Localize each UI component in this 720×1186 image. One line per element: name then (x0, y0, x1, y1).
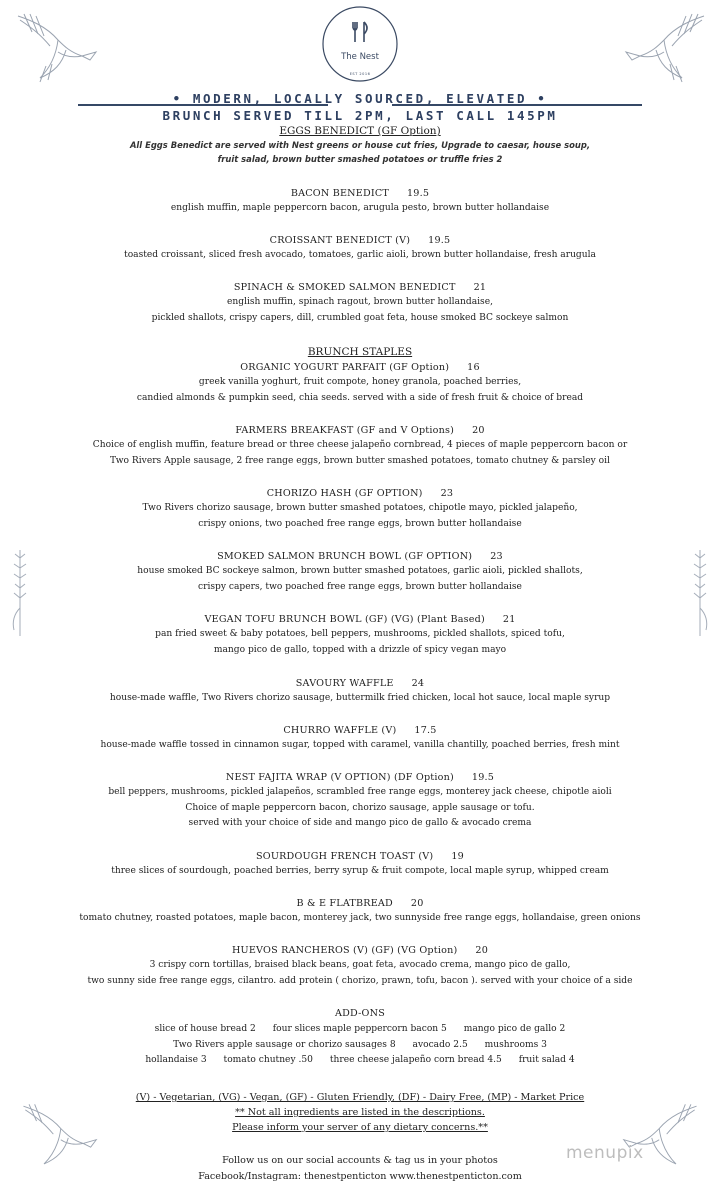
item-name: SOURDOUGH FRENCH TOAST (V) (256, 851, 434, 862)
item-price: 20 (475, 945, 488, 956)
logo-est: EST 2016 (349, 72, 371, 76)
item-desc: house-made waffle tossed in cinnamon sugar, topped with caramel, vanilla chantilly, poached berries, fresh mint (100, 740, 620, 750)
addons-line (0, 1038, 720, 1054)
item-price: 23 (490, 551, 503, 562)
addons-section (0, 1008, 720, 1069)
item-desc: bell peppers, mushrooms, pickled jalapeños, scrambled free range eggs, monterey jack cheese, chipotle aioli (108, 787, 612, 797)
footer-line: Follow us on our social accounts & tag us in your photos (222, 1155, 498, 1166)
item-desc: house-made waffle, Two Rivers chorizo sausage, buttermilk fried chicken, local hot sauce, local maple syrup (109, 693, 611, 703)
item-name: CHORIZO HASH (GF OPTION) (266, 488, 423, 499)
item-desc: pan fried sweet & baby potatoes, bell peppers, mushrooms, pickled shallots, spiced tofu, (155, 629, 565, 639)
item-name: NEST FAJITA WRAP (V OPTION) (DF Option) (225, 772, 454, 783)
item-name: CHURRO WAFFLE (V) (283, 725, 397, 736)
menu-item (0, 235, 720, 264)
item-price: 20 (410, 898, 424, 909)
menu-item (0, 362, 720, 406)
item-name: ORGANIC YOGURT PARFAIT (GF Option) (240, 362, 450, 373)
benedict-heading: EGGS BENEDICT (GF Option) (279, 125, 441, 137)
item-name: SAVOURY WAFFLE (295, 678, 394, 689)
item-price: 19.5 (471, 772, 495, 783)
addons-heading: ADD-ONS (335, 1008, 385, 1019)
menu-item (0, 772, 720, 832)
menu-item (0, 551, 720, 595)
item-desc: candied almonds & pumpkin seed, chia seeds. served with a side of fresh fruit & choice of bread (136, 392, 584, 403)
item-name: B & E FLATBREAD (296, 898, 393, 909)
item-name: FARMERS BREAKFAST (GF and V Options) (235, 425, 455, 436)
brunch-hours: BRUNCH SERVED TILL 2PM, LAST CALL 145PM (162, 108, 558, 123)
menu-item (0, 282, 720, 326)
item-price: 21 (502, 614, 516, 625)
addon-item: Two Rivers apple sausage or chorizo sausages 8 (173, 1039, 396, 1050)
watermark: menupix (566, 1143, 644, 1163)
addon-item: hollandaise 3 (145, 1055, 207, 1065)
item-name: VEGAN TOFU BRUNCH BOWL (GF) (VG) (Plant Based) (204, 614, 485, 625)
item-name: SMOKED SALMON BRUNCH BOWL (GF OPTION) (217, 551, 473, 562)
menu-item (0, 678, 720, 707)
item-desc: Choice of english muffin, feature bread or three cheese jalapeño cornbread, 4 pieces of maple peppercorn bacon or (92, 440, 628, 450)
menu-item (0, 425, 720, 469)
item-desc: greek vanilla yoghurt, fruit compote, honey granola, poached berries, (198, 377, 522, 387)
item-name: HUEVOS RANCHEROS (V) (GF) (VG Option) (231, 945, 458, 956)
item-price: 24 (411, 678, 425, 689)
addon-item: mango pico de gallo 2 (463, 1024, 566, 1034)
item-desc: english muffin, spinach ragout, brown butter hollandaise, (227, 297, 493, 307)
legend-line: ** Not all ingredients are listed in the descriptions. (235, 1107, 485, 1118)
menu-item (0, 725, 720, 754)
tagline: • MODERN, LOCALLY SOURCED, ELEVATED • (172, 91, 548, 106)
addon-item: tomato chutney .50 (223, 1055, 313, 1065)
dietary-legend (0, 1090, 720, 1135)
addon-item: fruit salad 4 (518, 1055, 575, 1065)
menu-item (0, 614, 720, 658)
item-desc: mango pico de gallo, topped with a drizzle of spicy vegan mayo (213, 644, 507, 655)
addon-item: four slices maple peppercorn bacon 5 (272, 1024, 447, 1034)
item-price: 17.5 (414, 725, 437, 736)
item-desc: crispy capers, two poached free range eggs, brown butter hollandaise (198, 581, 522, 592)
logo-name: The Nest (341, 52, 379, 62)
item-price: 19.5 (406, 188, 430, 199)
menu-item (0, 898, 720, 927)
staples-heading: BRUNCH STAPLES (307, 346, 413, 358)
item-desc: 3 crispy corn tortillas, braised black beans, goat feta, avocado crema, mango pico de gallo, (149, 960, 571, 970)
item-price: 21 (473, 282, 487, 293)
menu-item (0, 488, 720, 532)
item-desc: Choice of maple peppercorn bacon, chorizo sausage, apple sausage or tofu. (185, 802, 535, 813)
menu-item (0, 188, 720, 217)
menu-item (0, 945, 720, 989)
legend-line: Please inform your server of any dietary concerns.** (232, 1122, 488, 1133)
addon-item: avocado 2.5 (412, 1039, 468, 1050)
item-price: 20 (472, 425, 485, 436)
swallow-top-right-icon (622, 6, 712, 90)
item-desc: toasted croissant, sliced fresh avocado, tomatoes, garlic aioli, brown butter hollandaise, fresh arugula (124, 250, 596, 260)
item-desc: tomato chutney, roasted potatoes, maple bacon, monterey jack, two sunnyside free range eggs, hollandaise, green onions (79, 913, 641, 923)
benedict-note (0, 138, 720, 166)
item-price: 19.5 (428, 235, 451, 246)
item-desc: pickled shallots, crispy capers, dill, crumbled goat feta, house smoked BC sockeye salmon (151, 312, 569, 323)
item-price: 19 (451, 851, 464, 862)
item-desc: crispy onions, two poached free range eggs, brown butter hollandaise (198, 518, 522, 529)
item-name: CROISSANT BENEDICT (V) (269, 235, 411, 246)
item-name: SPINACH & SMOKED SALMON BENEDICT (233, 282, 456, 293)
item-desc: served with your choice of side and mango pico de gallo & avocado crema (188, 818, 532, 828)
item-name: BACON BENEDICT (290, 188, 389, 199)
addons-line (0, 1022, 720, 1038)
item-price: 16 (467, 362, 480, 373)
item-desc: Two Rivers Apple sausage, 2 free range eggs, brown butter smashed potatoes, tomato chutney & parsley oil (110, 455, 610, 466)
menu-item (0, 851, 720, 880)
item-desc: two sunny side free range eggs, cilantro. add protein ( chorizo, prawn, tofu, bacon ). served with your choice of a side (87, 975, 633, 986)
item-desc: three slices of sourdough, poached berries, berry syrup & fruit compote, local maple syrup, whipped cream (111, 866, 609, 876)
item-desc: english muffin, maple peppercorn bacon, arugula pesto, brown butter hollandaise (170, 203, 550, 213)
swallow-top-left-icon (10, 6, 100, 90)
item-price: 23 (440, 488, 454, 499)
item-desc: Two Rivers chorizo sausage, brown butter smashed potatoes, chipotle mayo, pickled jalapeño, (142, 503, 578, 513)
addon-item: slice of house bread 2 (154, 1024, 256, 1034)
legend-line: (V) - Vegetarian, (VG) - Vegan, (GF) - Gluten Friendly, (DF) - Dairy Free, (MP) - Market Price (135, 1092, 585, 1103)
benedict-note-line: fruit salad, brown butter smashed potatoes or truffle fries 2 (217, 154, 503, 164)
item-desc: house smoked BC sockeye salmon, brown butter smashed potatoes, garlic aioli, pickled shallots, (137, 566, 583, 576)
addon-item: mushrooms 3 (484, 1039, 547, 1050)
addons-line (0, 1053, 720, 1069)
footer-line: Facebook/Instagram: thenestpenticton www.thenestpenticton.com (198, 1171, 522, 1182)
addon-item: three cheese jalapeño corn bread 4.5 (329, 1055, 502, 1065)
logo (308, 4, 412, 84)
benedict-note-line: All Eggs Benedict are served with Nest greens or house cut fries, Upgrade to caesar, house soup, (129, 140, 591, 150)
